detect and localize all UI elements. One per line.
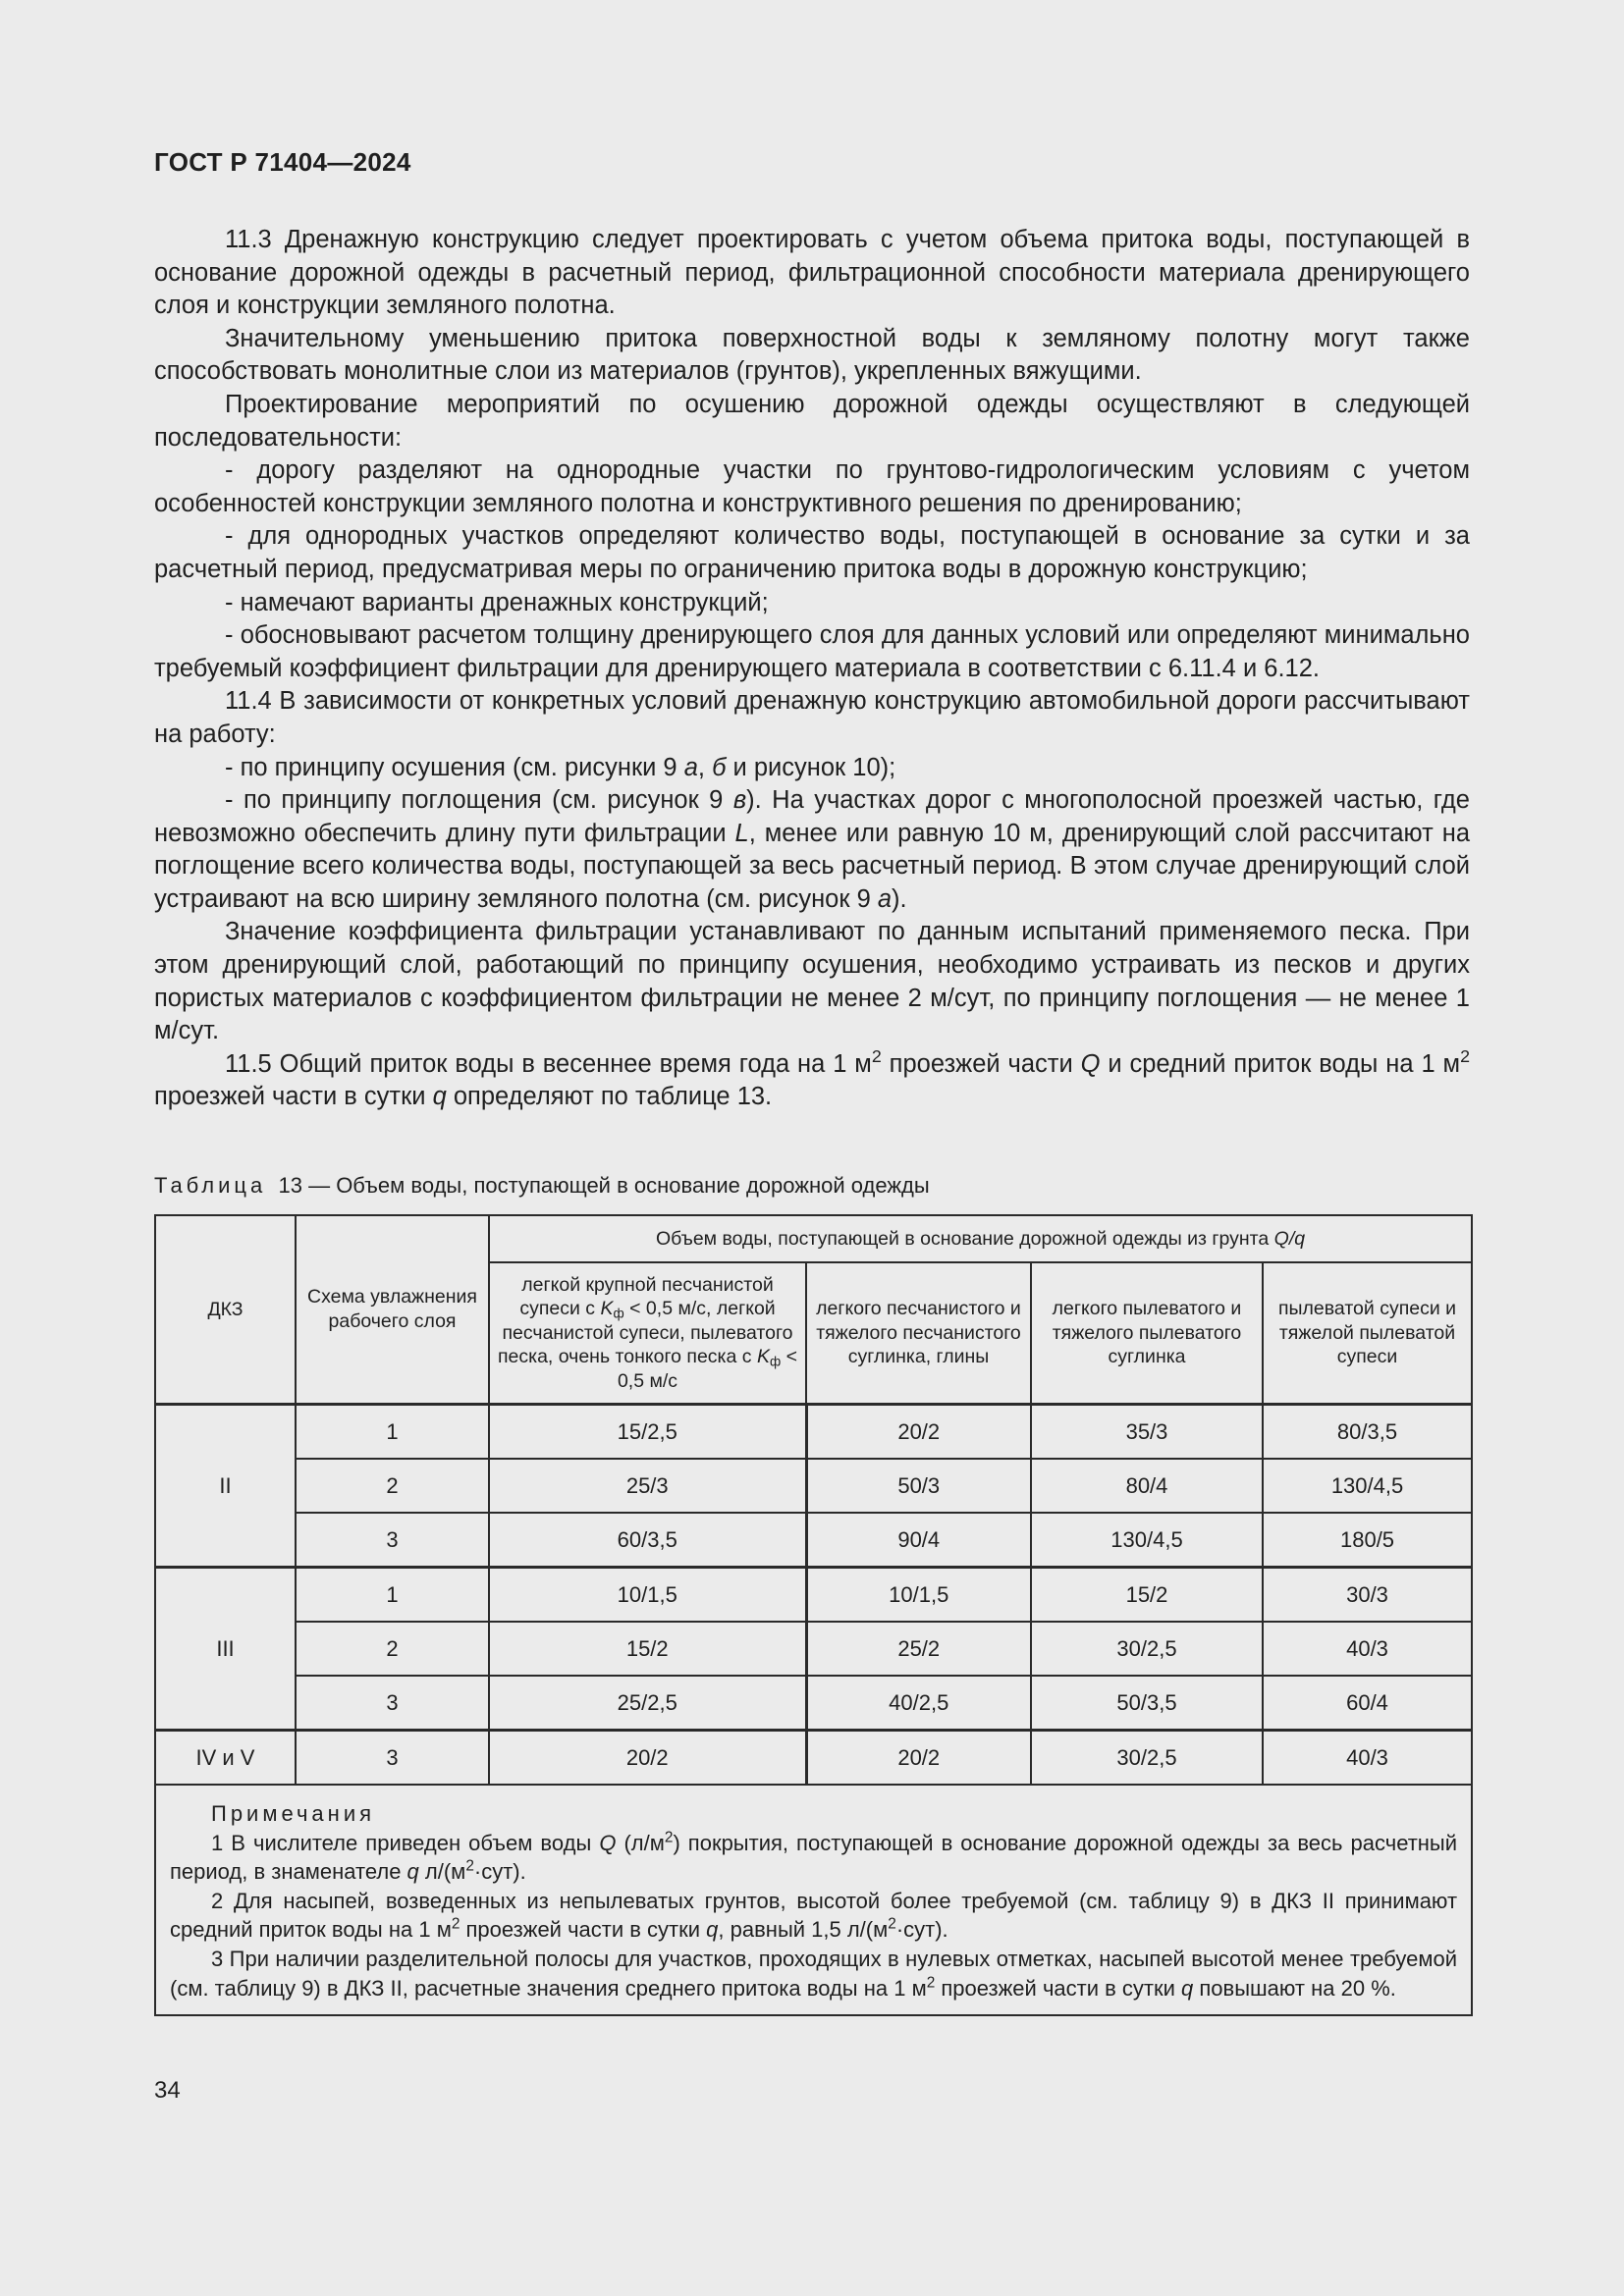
scheme-cell: 1: [296, 1405, 489, 1460]
value-cell: 30/2,5: [1031, 1622, 1263, 1676]
value-cell: 30/3: [1263, 1568, 1472, 1623]
scheme-cell: 1: [296, 1568, 489, 1623]
column-header-silty-sandy-loam: пылеватой супеси и тяжелой пылеватой супеси: [1263, 1262, 1472, 1405]
value-cell: 25/2,5: [489, 1676, 806, 1731]
list-item: - по принципу поглощения (см. рисунок 9 в). На участках дорог с многополосной проезжей частью, где невозможно обеспечить длину пути фильтрации L, менее или равную 10 м, дренирующий слой рассчитают на поглощение всего количества воды, поступающей за весь расчетный период. В этом случае дренирующий слой устраивают на всю ширину земляного полотна (см. рисунок 9 а).: [154, 786, 1470, 913]
value-cell: 10/1,5: [489, 1568, 806, 1623]
column-header-sandy-clay: легкого песчанистого и тяжелого песчанистого суглинка, глины: [806, 1262, 1031, 1405]
value-cell: 15/2: [489, 1622, 806, 1676]
dkz-cell: IV и V: [155, 1731, 296, 1786]
data-table: [154, 1214, 1473, 2016]
table-row: [155, 1568, 1472, 1623]
value-cell: 25/2: [806, 1622, 1031, 1676]
value-cell: 35/3: [1031, 1405, 1263, 1460]
list-item: - дорогу разделяют на однородные участки по грунтово-гидрологическим условиям с учетом особенностей конструкции земляного полотна и конструктивного решения по дренированию;: [154, 456, 1470, 517]
paragraph: Значение коэффициента фильтрации устанавливают по данным испытаний применяемого песка. При этом дренирующий слой, работающий по принципу осушения, необходимо устраивать из песков и других пористых материалов с коэффициентом фильтрации не менее 2 м/сут, по принципу поглощения — не менее 1 м/сут.: [154, 918, 1470, 1045]
value-cell: 80/3,5: [1263, 1405, 1472, 1460]
notes-row: [155, 1785, 1472, 2015]
table-notes: [155, 1785, 1472, 2015]
table-row: [155, 1622, 1472, 1676]
table-row: [155, 1513, 1472, 1568]
paragraph-11-4: 11.4 В зависимости от конкретных условий дренажную конструкцию автомобильной дороги рассчитывают на работу:: [154, 687, 1470, 748]
value-cell: 80/4: [1031, 1459, 1263, 1513]
value-cell: 15/2: [1031, 1568, 1263, 1623]
value-cell: 90/4: [806, 1513, 1031, 1568]
table-row: [155, 1405, 1472, 1460]
paragraph-11-3: 11.3 Дренажную конструкцию следует проектировать с учетом объема притока воды, поступающей в основание дорожной одежды в расчетный период, фильтрационной способности материала дренирующего слоя и конструкции земляного полотна.: [154, 226, 1470, 320]
value-cell: 40/3: [1263, 1622, 1472, 1676]
scheme-cell: 3: [296, 1731, 489, 1786]
value-cell: 10/1,5: [806, 1568, 1031, 1623]
value-cell: 40/2,5: [806, 1676, 1031, 1731]
paragraph: Проектирование мероприятий по осушению дорожной одежды осуществляют в следующей последовательности:: [154, 390, 1470, 452]
value-cell: 20/2: [806, 1731, 1031, 1786]
value-cell: 130/4,5: [1031, 1513, 1263, 1568]
value-cell: 180/5: [1263, 1513, 1472, 1568]
value-cell: 50/3: [806, 1459, 1031, 1513]
table-row: [155, 1731, 1472, 1786]
table-row: [155, 1459, 1472, 1513]
list-item: - обосновывают расчетом толщину дренирующего слоя для данных условий или определяют минимально требуемый коэффициент фильтрации для дренирующего материала в соответствии с 6.11.4 и 6.12.: [154, 621, 1470, 682]
document-header: ГОСТ Р 71404—2024: [154, 147, 411, 177]
paragraph: Значительному уменьшению притока поверхностной воды к земляному полотну могут также способствовать монолитные слои из материалов (грунтов), укрепленных вяжущими.: [154, 324, 1470, 386]
body-text: [154, 224, 1470, 1114]
column-header-sandy-loam: легкой крупной песчанистой супеси с $K_ф < 0,5$ м/с, легкой песчанистой супеси, пылеватого песка, очень тонкого песка с $K_ф < 0,5$ м/с: [489, 1262, 806, 1405]
column-header-dkz: ДКЗ: [155, 1215, 296, 1405]
column-group-header: Объем воды, поступающей в основание дорожной одежды из грунта Q/q: [489, 1215, 1472, 1262]
value-cell: 30/2,5: [1031, 1731, 1263, 1786]
table-row: [155, 1676, 1472, 1731]
value-cell: 60/4: [1263, 1676, 1472, 1731]
scheme-cell: 2: [296, 1622, 489, 1676]
value-cell: 20/2: [489, 1731, 806, 1786]
paragraph-11-5: 11.5 Общий приток воды в весеннее время года на 1 $м^2$ проезжей части Q и средний приток воды на 1 $м^2$ проезжей части в сутки q определяют по таблице 13.: [154, 1046, 1470, 1111]
scheme-cell: 3: [296, 1513, 489, 1568]
value-cell: 25/3: [489, 1459, 806, 1513]
value-cell: 60/3,5: [489, 1513, 806, 1568]
table-header-row: [155, 1215, 1472, 1262]
table-caption: Таблица 13 — Объем воды, поступающей в основание дорожной одежды: [154, 1173, 930, 1198]
value-cell: 50/3,5: [1031, 1676, 1263, 1731]
list-item: - по принципу осушения (см. рисунки 9 а, б и рисунок 10);: [225, 753, 896, 781]
value-cell: 20/2: [806, 1405, 1031, 1460]
scheme-cell: 3: [296, 1676, 489, 1731]
column-header-scheme: Схема увлажнения рабочего слоя: [296, 1215, 489, 1405]
page-number: 34: [154, 2077, 181, 2104]
scheme-cell: 2: [296, 1459, 489, 1513]
list-item: - для однородных участков определяют количество воды, поступающей в основание за сутки и за расчетный период, предусматривая меры по ограничению притока воды в дорожную конструкцию;: [154, 522, 1470, 583]
note-2: 2 Для насыпей, возведенных из непылеватых грунтов, высотой более требуемой (см. таблицу 9) в ДКЗ II принимают средний приток воды на 1 $м^2$ проезжей части в сутки q, равный 1,5 $л/(м^2\cdot сут)$.: [170, 1888, 1458, 1943]
dkz-cell: III: [155, 1568, 296, 1731]
value-cell: 15/2,5: [489, 1405, 806, 1460]
column-header-silty-loam: легкого пылеватого и тяжелого пылеватого суглинка: [1031, 1262, 1263, 1405]
note-3: 3 При наличии разделительной полосы для участков, проходящих в нулевых отметках, насыпей высотой менее требуемой (см. таблицу 9) в ДКЗ II, расчетные значения среднего притока воды на 1 $м^2$ проезжей части в сутки q повышают на 20 %.: [170, 1946, 1458, 2001]
value-cell: 40/3: [1263, 1731, 1472, 1786]
value-cell: 130/4,5: [1263, 1459, 1472, 1513]
dkz-cell: II: [155, 1405, 296, 1568]
note-1: 1 В числителе приведен объем воды Q $(л/м^2)$ покрытия, поступающей в основание дорожной одежды за весь расчетный период, в знаменателе q $л/(м^2\cdot сут)$.: [170, 1829, 1458, 1885]
list-item: - намечают варианты дренажных конструкций;: [225, 588, 769, 616]
notes-title: Примечания: [211, 1801, 376, 1826]
